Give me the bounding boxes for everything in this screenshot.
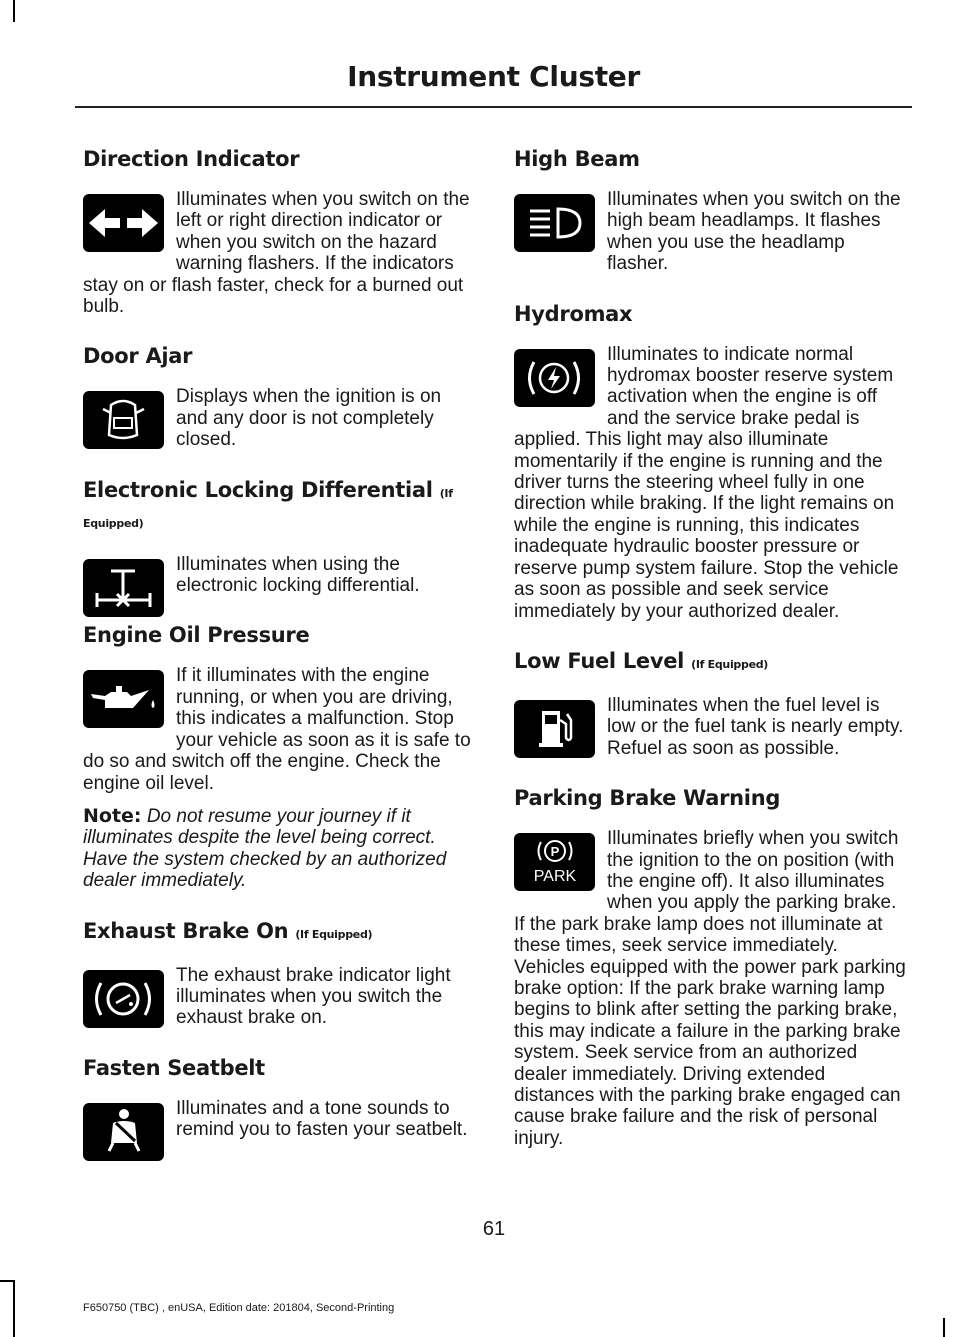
section-body: Illuminates when the fuel level is low or the fuel tank is nearly empty. Refuel as soon as possible.	[607, 694, 904, 759]
header-divider	[75, 106, 912, 108]
section-note	[83, 806, 475, 892]
section-heading: Fasten Seatbelt	[83, 1055, 265, 1080]
section-fasten-seatbelt	[83, 1055, 475, 1141]
crop-mark-top-left	[13, 0, 15, 22]
section-body: Illuminates when you switch on the high beam headlamps. It flashes when you use the headlamp flasher.	[607, 189, 901, 275]
section-body: Illuminates briefly when you switch the ignition to the on position (with the engine off). It also illuminates when you apply the parking brake. If the park brake lamp does not illuminate at these times, seek service immediately. Vehicles equipped with the power park parking brake option: If the park brake warning lamp begins to blink after setting the parking brake, this may indicate a failure in the parking brake system. Seek service from an authorized dealer immediately. Driving extended distances with the parking brake engaged can cause brake failure and the risk of personal injury.	[514, 828, 906, 1149]
section-heading: Exhaust Brake On (If Equipped)	[83, 918, 373, 943]
section-exhaust-brake-on	[83, 918, 475, 1029]
section-body: Illuminates to indicate normal hydromax booster reserve system activation when the engine is off and the service brake pedal is applied. This light may also illuminate momentarily if the engine is running and the driver turns the steering wheel fully in one direction while braking. If the light remains on while the engine is running, this indicates inadequate hydraulic booster pressure or reserve pump system failure. Stop the vehicle as soon as possible and seek service immediately by your authorized dealer.	[514, 343, 899, 622]
note-text: Do not resume your journey if it illuminates despite the level being correct. Have the system checked by an authorized dealer immediately.	[83, 805, 447, 892]
page-title: Instrument Cluster	[347, 60, 640, 93]
hydromax-icon	[514, 349, 595, 407]
section-engine-oil-pressure	[83, 622, 475, 891]
note-label: Note:	[83, 804, 142, 827]
locking-differential-icon	[83, 559, 164, 617]
section-heading: Electronic Locking Differential (If Equipped)	[83, 477, 453, 530]
section-body: Displays when the ignition is on and any door is not completely closed.	[176, 386, 442, 451]
crop-mark-bottom-right	[943, 1318, 945, 1337]
section-heading: Hydromax	[514, 301, 633, 326]
high-beam-icon	[514, 194, 595, 252]
right-column	[514, 146, 906, 1149]
section-electronic-locking-differential	[83, 477, 475, 597]
section-heading: Low Fuel Level (If Equipped)	[514, 648, 769, 673]
section-body: The exhaust brake indicator light illuminates when you switch the exhaust brake on.	[176, 964, 451, 1029]
section-heading: High Beam	[514, 147, 640, 171]
section-direction-indicator	[83, 146, 475, 317]
section-body: Illuminates when you switch on the left or right direction indicator or when you switch on the hazard warning flashers. If the indicators stay on or flash faster, check for a burned out bulb.	[83, 189, 470, 318]
crop-mark-bottom-left	[13, 1280, 15, 1337]
section-hydromax	[514, 301, 906, 622]
section-body: If it illuminates with the engine running, or when you are driving, this indicates a malfunction. Stop your vehicle as soon as it is safe to do so and switch off the engine. Check the engine oil level.	[83, 665, 471, 794]
left-column	[83, 146, 475, 1165]
direction-arrows-icon	[83, 194, 164, 252]
section-heading: Engine Oil Pressure	[83, 623, 310, 648]
oil-can-icon	[83, 670, 164, 728]
seatbelt-icon	[83, 1103, 164, 1161]
section-parking-brake-warning	[514, 785, 906, 1149]
page-number: 61	[482, 1218, 506, 1240]
section-body: Illuminates and a tone sounds to remind you to fasten your seatbelt.	[176, 1097, 468, 1141]
section-heading: Direction Indicator	[83, 147, 300, 171]
section-body: Illuminates when using the electronic locking differential.	[176, 553, 420, 597]
section-door-ajar	[83, 343, 475, 450]
section-low-fuel-level	[514, 648, 906, 759]
crop-mark-bottom-left-h	[0, 1280, 15, 1282]
footer-edition: F650750 (TBC) , enUSA, Edition date: 201804, Second-Printing	[83, 1302, 395, 1314]
fuel-pump-icon	[514, 700, 595, 758]
door-ajar-icon	[83, 391, 164, 449]
exhaust-brake-icon	[83, 970, 164, 1028]
park-label: PARK	[533, 868, 577, 886]
section-heading: Parking Brake Warning	[514, 786, 781, 811]
park-brake-icon	[514, 833, 595, 891]
section-high-beam	[514, 146, 906, 275]
svg-text:P: P	[550, 844, 560, 860]
section-heading: Door Ajar	[83, 344, 193, 369]
